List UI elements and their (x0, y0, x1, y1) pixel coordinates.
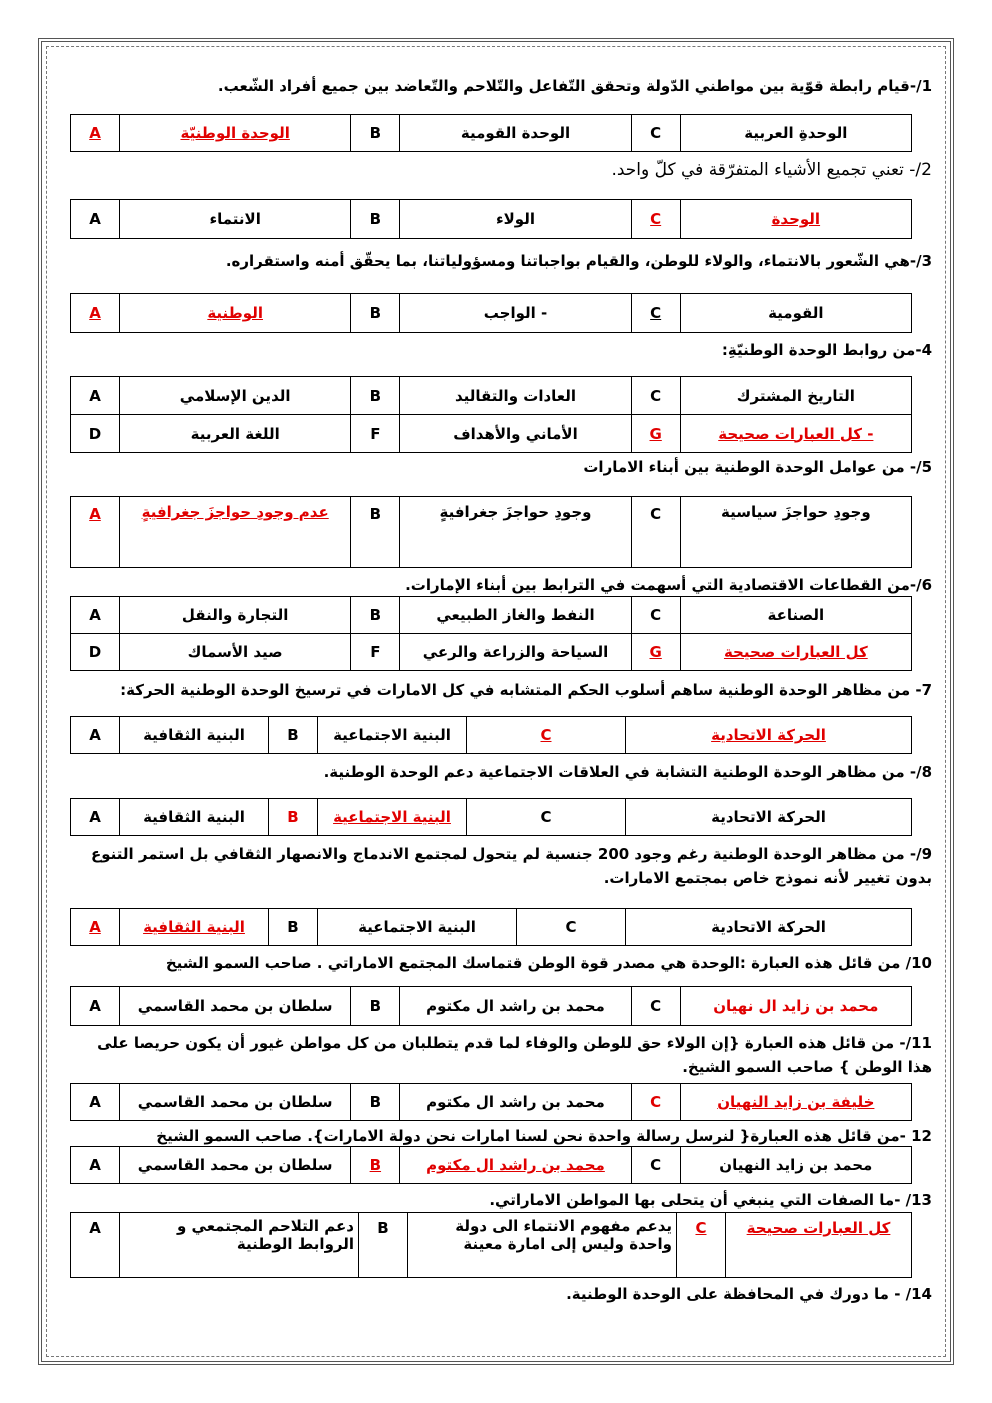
option-text-c[interactable]: محمد بن زايد النهيان (680, 1147, 911, 1184)
option-letter-c[interactable]: C (677, 1213, 726, 1278)
option-text-a[interactable]: البنية الثقافية (120, 909, 269, 946)
question-8: 8/- من مظاهر الوحدة الوطنية التشابة في العلاقات الاجتماعية دعم الوحدة الوطنية. (323, 763, 932, 781)
option-letter-b[interactable]: B (351, 1147, 400, 1184)
option-text-b[interactable]: العادات والتقاليد (400, 377, 631, 415)
option-letter-c[interactable]: C (631, 200, 680, 239)
option-text-c[interactable]: الصناعة (680, 597, 911, 634)
option-letter-b[interactable]: B (351, 115, 400, 152)
options-table-1 (70, 114, 912, 152)
option-text-a[interactable]: سلطان بن محمد القاسمي (120, 987, 351, 1026)
option-text-a[interactable]: الدين الإسلامي (120, 377, 351, 415)
option-text-b[interactable]: الولاء (400, 200, 631, 239)
option-text-d[interactable]: اللغة العربية (120, 415, 351, 453)
option-text-a[interactable]: التجارة والنقل (120, 597, 351, 634)
question-11: 11/- من قائل هذه العبارة {إن الولاء حق للوطن والوفاء لما قدم يتطلبان من كل مواطن غيور أن يكون حريصا على هذا الوطن } صاحب السمو الشيخ. (97, 1034, 932, 1076)
option-letter-c[interactable]: C (467, 799, 626, 836)
options-table-13 (70, 1212, 912, 1278)
option-text-a[interactable]: الوحدة الوطنيّة (120, 115, 351, 152)
option-letter-a[interactable]: A (71, 294, 120, 333)
option-text-a[interactable]: البنية الثقافية (120, 717, 269, 754)
option-text-a[interactable]: عدم وجودِ حواجزَ جغرافيةٍ (120, 497, 351, 568)
option-letter-a[interactable]: A (71, 717, 120, 754)
question-1: 1/-قيام رابطة قوّية بين مواطني الدّولة وتحقق التّفاعل والتّلاحم والتّعاضد بين جميع أفراد الشّعب. (217, 77, 932, 95)
option-text-a[interactable]: سلطان بن محمد القاسمي (120, 1084, 351, 1121)
option-text-c[interactable]: محمد بن زايد ال نهيان (680, 987, 911, 1026)
option-text-c[interactable]: كل العبارات صحيحة (726, 1213, 912, 1278)
option-text-c[interactable]: الوحدة (680, 200, 911, 239)
option-letter-b[interactable]: B (351, 497, 400, 568)
option-letter-g[interactable]: G (631, 415, 680, 453)
options-table-7 (70, 716, 912, 754)
option-text-b[interactable]: النفط والغاز الطبيعي (400, 597, 631, 634)
question-6: 6/-من القطاعات الاقتصادية التي أسهمت في الترابط بين أبناء الإمارات. (405, 576, 932, 594)
options-table-4 (70, 376, 912, 453)
option-text-f[interactable]: السياحة والزراعة والرعي (400, 634, 631, 671)
option-letter-b[interactable]: B (351, 377, 400, 415)
option-text-c[interactable]: وجودِ حواجزَ سياسية (680, 497, 911, 568)
option-letter-b[interactable]: B (351, 200, 400, 239)
option-text-a[interactable]: الانتماء (120, 200, 351, 239)
option-letter-c[interactable]: C (631, 115, 680, 152)
option-letter-b[interactable]: B (269, 909, 318, 946)
option-letter-c[interactable]: C (631, 1084, 680, 1121)
option-letter-c[interactable]: C (631, 1147, 680, 1184)
question-9: 9/- من مظاهر الوحدة الوطنية رغم وجود 200 جنسية لم يتحول لمجتمع الاندماج والانصهار الثقافي بل استمر التنوع بدون تغيير لأنه نموذج خاص بمجتمع الامارات. (90, 845, 932, 887)
option-text-b[interactable]: البنية الاجتماعية (318, 909, 517, 946)
question-12: 12 -من قائل هذه العبارة{ لنرسل رسالة واحدة نحن لسنا امارات نحن دولة الامارات}. صاحب السمو الشيخ (156, 1127, 932, 1145)
option-text-b[interactable]: يدعم مفهوم الانتماء الى دولة واحدة وليس إلى امارة معينة (408, 1213, 677, 1278)
option-text-d[interactable]: صيد الأسماك (120, 634, 351, 671)
option-letter-c[interactable]: C (467, 717, 626, 754)
option-text-b[interactable]: وجودِ حواجزَ جغرافيةٍ (400, 497, 631, 568)
options-table-12 (70, 1146, 912, 1184)
option-letter-a[interactable]: A (71, 1147, 120, 1184)
option-letter-a[interactable]: A (71, 909, 120, 946)
option-letter-a[interactable]: A (71, 497, 120, 568)
option-text-a[interactable]: البنية الثقافية (120, 799, 269, 836)
question-10: 10/ من قائل هذه العبارة :الوحدة هي مصدر قوة الوطن قتماسك المجتمع الاماراتي . صاحب السمو الشيخ (165, 954, 932, 972)
option-letter-a[interactable]: A (71, 1213, 120, 1278)
option-text-a[interactable]: الوطنية (120, 294, 351, 333)
option-text-g[interactable]: كل العبارات صحيحة (680, 634, 911, 671)
option-letter-b[interactable]: B (269, 799, 318, 836)
option-letter-b[interactable]: B (359, 1213, 408, 1278)
question-5: 5/- من عوامل الوحدة الوطنية بين أبناء الامارات (583, 458, 932, 476)
option-letter-c[interactable]: C (631, 987, 680, 1026)
option-letter-c[interactable]: C (631, 377, 680, 415)
option-text-c[interactable]: القومية (680, 294, 911, 333)
option-letter-a[interactable]: A (71, 597, 120, 634)
options-table-6 (70, 596, 912, 671)
option-letter-b[interactable]: B (351, 1084, 400, 1121)
question-3: 3/-هي الشّعور بالانتماء، والولاء للوطن، والقيام بواجباتنا ومسؤولياتنا، بما يحقّق أمنه واستقراره. (225, 252, 932, 270)
options-table-5 (70, 496, 912, 568)
options-table-10 (70, 986, 912, 1026)
options-table-11 (70, 1083, 912, 1121)
option-letter-b[interactable]: B (351, 987, 400, 1026)
question-14: 14/ - ما دورك في المحافظة على الوحدة الوطنية. (566, 1285, 932, 1303)
option-text-g[interactable]: - كل العبارات صحيحة (680, 415, 911, 453)
option-letter-c[interactable]: C (631, 497, 680, 568)
option-letter-a[interactable]: A (71, 200, 120, 239)
option-letter-f[interactable]: F (351, 415, 400, 453)
option-text-b[interactable]: محمد بن راشد ال مكتوم (400, 1147, 631, 1184)
option-letter-c[interactable]: C (631, 294, 680, 333)
option-text-b[interactable]: البنية الاجتماعية (318, 717, 467, 754)
option-text-c[interactable]: الحركة الاتحادية (626, 717, 912, 754)
question-4: 4-من روابط الوحدة الوطنيّةِ: (721, 341, 932, 359)
options-table-2 (70, 199, 912, 239)
option-text-c[interactable]: خليفة بن زايد النهيان (680, 1084, 911, 1121)
option-text-a[interactable]: سلطان بن محمد القاسمي (120, 1147, 351, 1184)
option-text-f[interactable]: الأماني والأهداف (400, 415, 631, 453)
option-letter-g[interactable]: G (631, 634, 680, 671)
options-table-3 (70, 293, 912, 333)
option-text-c[interactable]: الحركة الاتحادية (626, 909, 912, 946)
option-text-a[interactable]: دعم التلاحم المجتمعي و الروابط الوطنية (120, 1213, 359, 1278)
question-7: 7- من مظاهر الوحدة الوطنية ساهم أسلوب الحكم المتشابه في كل الامارات في ترسيخ الوحدة الوطنية الحركة: (120, 681, 932, 699)
option-letter-d[interactable]: D (71, 634, 120, 671)
option-text-b[interactable]: - الواجب (400, 294, 631, 333)
option-letter-c[interactable]: C (517, 909, 626, 946)
option-letter-b[interactable]: B (269, 717, 318, 754)
option-text-b[interactable]: البنية الاجتماعية (318, 799, 467, 836)
option-letter-a[interactable]: A (71, 1084, 120, 1121)
option-text-c[interactable]: الوحدةِ العربية (680, 115, 911, 152)
question-13: 13/ -ما الصفات التي ينبغي أن يتحلى بها المواطن الاماراتي. (489, 1191, 932, 1209)
option-letter-a[interactable]: A (71, 987, 120, 1026)
option-text-b[interactable]: محمد بن راشد ال مكتوم (400, 1084, 631, 1121)
option-text-c[interactable]: الحركة الاتحادية (626, 799, 912, 836)
option-text-c[interactable]: التاريخ المشترك (680, 377, 911, 415)
option-letter-a[interactable]: A (71, 799, 120, 836)
option-letter-b[interactable]: B (351, 597, 400, 634)
option-letter-d[interactable]: D (71, 415, 120, 453)
option-text-b[interactable]: الوحدة القومية (400, 115, 631, 152)
options-table-8 (70, 798, 912, 836)
option-text-b[interactable]: محمد بن راشد ال مكتوم (400, 987, 631, 1026)
option-letter-c[interactable]: C (631, 597, 680, 634)
options-table-9 (70, 908, 912, 946)
option-letter-b[interactable]: B (351, 294, 400, 333)
option-letter-a[interactable]: A (71, 115, 120, 152)
option-letter-a[interactable]: A (71, 377, 120, 415)
option-letter-f[interactable]: F (351, 634, 400, 671)
question-2: 2/- تعني تجميع الأشياء المتفرّقة في كلّ واحد. (611, 160, 932, 180)
